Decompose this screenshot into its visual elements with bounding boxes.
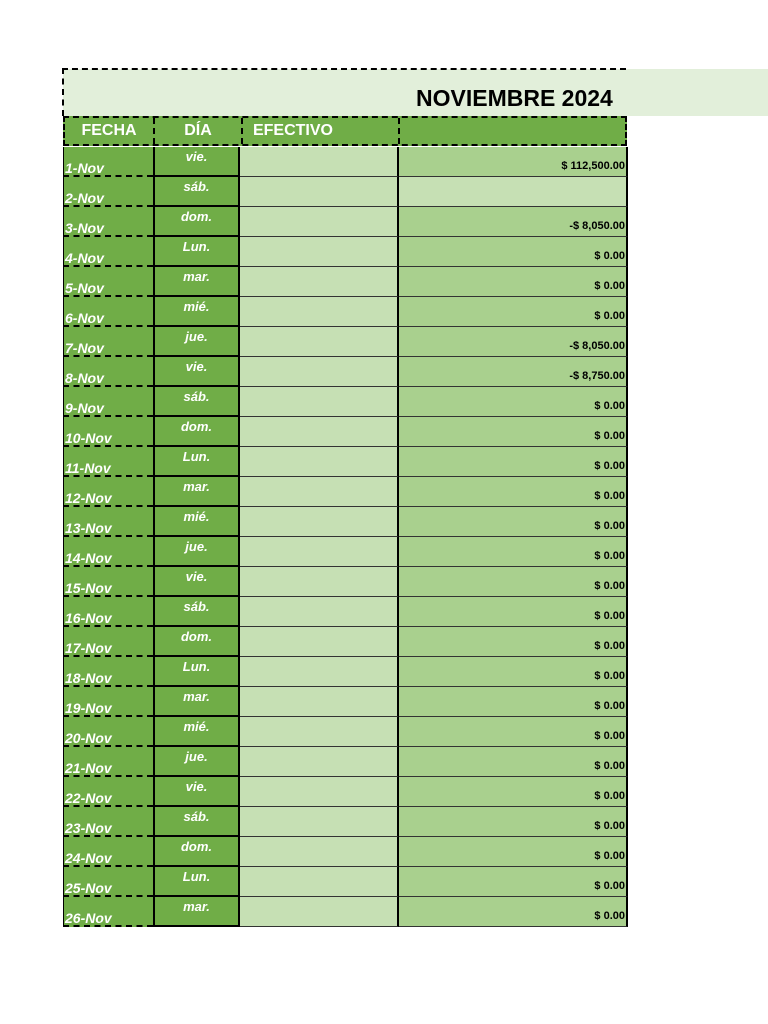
table-row	[62, 807, 628, 837]
cell-monto[interactable]: $ 0.00	[399, 477, 628, 507]
table-row	[62, 417, 628, 447]
cell-efectivo[interactable]	[240, 387, 399, 417]
cell-fecha[interactable]: 22-Nov	[63, 777, 153, 807]
cell-fecha[interactable]: 10-Nov	[63, 417, 153, 447]
cell-fecha[interactable]: 21-Nov	[63, 747, 153, 777]
cell-monto[interactable]: $ 0.00	[399, 777, 628, 807]
cell-efectivo[interactable]	[240, 687, 399, 717]
cell-efectivo[interactable]	[240, 417, 399, 447]
table-row	[62, 297, 628, 327]
cell-monto[interactable]: $ 0.00	[399, 897, 628, 927]
cell-efectivo[interactable]	[240, 267, 399, 297]
cell-dia[interactable]: vie.	[153, 357, 240, 387]
table-row	[62, 777, 628, 807]
cell-efectivo[interactable]	[240, 567, 399, 597]
header-monto[interactable]	[400, 118, 625, 144]
cell-dia[interactable]: Lun.	[153, 237, 240, 267]
cell-fecha[interactable]: 3-Nov	[63, 207, 153, 237]
table-row	[62, 567, 628, 597]
cell-efectivo[interactable]	[240, 297, 399, 327]
table-row	[62, 747, 628, 777]
header-efectivo[interactable]: EFECTIVO	[252, 122, 333, 139]
cell-monto[interactable]: -$ 8,050.00	[399, 207, 628, 237]
table-row	[62, 537, 628, 567]
cell-monto[interactable]: $ 0.00	[399, 717, 628, 747]
cell-dia[interactable]: sáb.	[153, 807, 240, 837]
cell-dia[interactable]: vie.	[153, 567, 240, 597]
header-row	[63, 116, 627, 146]
cell-monto[interactable]: $ 0.00	[399, 447, 628, 477]
table-row	[62, 207, 628, 237]
table-row	[62, 477, 628, 507]
cell-fecha[interactable]: 2-Nov	[63, 177, 153, 207]
cell-dia[interactable]: sáb.	[153, 177, 240, 207]
cell-fecha[interactable]: 1-Nov	[63, 147, 153, 177]
cell-monto[interactable]: -$ 8,750.00	[399, 357, 628, 387]
cell-fecha[interactable]: 13-Nov	[63, 507, 153, 537]
cell-fecha[interactable]: 17-Nov	[63, 627, 153, 657]
cell-fecha[interactable]: 19-Nov	[63, 687, 153, 717]
table-row	[62, 327, 628, 357]
table-row	[62, 357, 628, 387]
cell-monto[interactable]: $ 0.00	[399, 747, 628, 777]
cell-monto[interactable]: $ 0.00	[399, 597, 628, 627]
cell-dia[interactable]: mié.	[153, 507, 240, 537]
cell-dia[interactable]: vie.	[153, 777, 240, 807]
cell-efectivo[interactable]	[240, 777, 399, 807]
cell-monto[interactable]: $ 0.00	[399, 267, 628, 297]
cell-dia[interactable]: jue.	[153, 747, 240, 777]
day-table	[62, 147, 628, 927]
cell-dia[interactable]: Lun.	[153, 867, 240, 897]
cell-efectivo[interactable]	[240, 357, 399, 387]
table-row	[62, 867, 628, 897]
cell-dia[interactable]: sáb.	[153, 597, 240, 627]
cell-monto[interactable]: $ 112,500.00	[399, 147, 628, 177]
table-row	[62, 447, 628, 477]
cell-monto[interactable]: $ 0.00	[399, 387, 628, 417]
table-row	[62, 387, 628, 417]
table-row	[62, 837, 628, 867]
cell-dia[interactable]: Lun.	[153, 657, 240, 687]
cell-monto[interactable]: $ 0.00	[399, 567, 628, 597]
cell-dia[interactable]: mar.	[153, 477, 240, 507]
cell-efectivo[interactable]	[240, 597, 399, 627]
table-row	[62, 237, 628, 267]
cell-fecha[interactable]: 16-Nov	[63, 597, 153, 627]
cell-efectivo[interactable]	[240, 717, 399, 747]
cell-efectivo[interactable]	[240, 867, 399, 897]
cell-fecha[interactable]: 8-Nov	[63, 357, 153, 387]
header-fecha[interactable]: FECHA	[81, 122, 137, 139]
table-row	[62, 717, 628, 747]
cell-dia[interactable]: sáb.	[153, 387, 240, 417]
cell-efectivo[interactable]	[240, 897, 399, 927]
cell-dia[interactable]: mar.	[153, 897, 240, 927]
cell-efectivo[interactable]	[240, 237, 399, 267]
cell-fecha[interactable]: 20-Nov	[63, 717, 153, 747]
header-dia[interactable]: DÍA	[184, 122, 212, 139]
cell-monto[interactable]	[399, 177, 628, 207]
table-row	[62, 267, 628, 297]
cell-dia[interactable]: vie.	[153, 147, 240, 177]
cell-dia[interactable]: mié.	[153, 717, 240, 747]
cell-fecha[interactable]: 7-Nov	[63, 327, 153, 357]
cell-fecha[interactable]: 11-Nov	[63, 447, 153, 477]
cell-dia[interactable]: mar.	[153, 687, 240, 717]
cell-dia[interactable]: dom.	[153, 837, 240, 867]
cell-monto[interactable]: $ 0.00	[399, 657, 628, 687]
cell-efectivo[interactable]	[240, 177, 399, 207]
table-row	[62, 147, 628, 177]
table-row	[62, 897, 628, 927]
cell-efectivo[interactable]	[240, 327, 399, 357]
cell-fecha[interactable]: 18-Nov	[63, 657, 153, 687]
cell-dia[interactable]: dom.	[153, 207, 240, 237]
cell-fecha[interactable]: 4-Nov	[63, 237, 153, 267]
cell-monto[interactable]: $ 0.00	[399, 537, 628, 567]
cell-dia[interactable]: dom.	[153, 627, 240, 657]
cell-monto[interactable]: $ 0.00	[399, 297, 628, 327]
table-row	[62, 627, 628, 657]
cell-monto[interactable]: $ 0.00	[399, 627, 628, 657]
cell-dia[interactable]: mié.	[153, 297, 240, 327]
cell-efectivo[interactable]	[240, 627, 399, 657]
cell-monto[interactable]: $ 0.00	[399, 807, 628, 837]
cell-efectivo[interactable]	[240, 207, 399, 237]
cell-efectivo[interactable]	[240, 447, 399, 477]
cell-dia[interactable]: jue.	[153, 327, 240, 357]
table-row	[62, 687, 628, 717]
cell-efectivo[interactable]	[240, 537, 399, 567]
table-row	[62, 597, 628, 627]
cell-efectivo[interactable]	[240, 477, 399, 507]
cell-fecha[interactable]: 24-Nov	[63, 837, 153, 867]
cell-fecha[interactable]: 9-Nov	[63, 387, 153, 417]
sheet-title: NOVIEMBRE 2024	[416, 85, 613, 111]
cell-efectivo[interactable]	[240, 837, 399, 867]
cell-fecha[interactable]: 6-Nov	[63, 297, 153, 327]
cell-efectivo[interactable]	[240, 657, 399, 687]
table-row	[62, 507, 628, 537]
cell-monto[interactable]: $ 0.00	[399, 687, 628, 717]
cell-monto[interactable]: $ 0.00	[399, 507, 628, 537]
cell-fecha[interactable]: 12-Nov	[63, 477, 153, 507]
cell-fecha[interactable]: 5-Nov	[63, 267, 153, 297]
cell-monto[interactable]: $ 0.00	[399, 417, 628, 447]
cell-monto[interactable]: -$ 8,050.00	[399, 327, 628, 357]
table-row	[62, 657, 628, 687]
cell-fecha[interactable]: 23-Nov	[63, 807, 153, 837]
cell-fecha[interactable]: 25-Nov	[63, 867, 153, 897]
cell-dia[interactable]: jue.	[153, 537, 240, 567]
cell-efectivo[interactable]	[240, 747, 399, 777]
cell-monto[interactable]: $ 0.00	[399, 237, 628, 267]
cell-dia[interactable]: dom.	[153, 417, 240, 447]
cell-fecha[interactable]: 15-Nov	[63, 567, 153, 597]
cell-monto[interactable]: $ 0.00	[399, 867, 628, 897]
cell-fecha[interactable]: 26-Nov	[63, 897, 153, 927]
cell-monto[interactable]: $ 0.00	[399, 837, 628, 867]
cell-efectivo[interactable]	[240, 507, 399, 537]
cell-dia[interactable]: Lun.	[153, 447, 240, 477]
cell-efectivo[interactable]	[240, 807, 399, 837]
table-row	[62, 177, 628, 207]
cell-dia[interactable]: mar.	[153, 267, 240, 297]
cell-efectivo[interactable]	[240, 147, 399, 177]
cell-fecha[interactable]: 14-Nov	[63, 537, 153, 567]
